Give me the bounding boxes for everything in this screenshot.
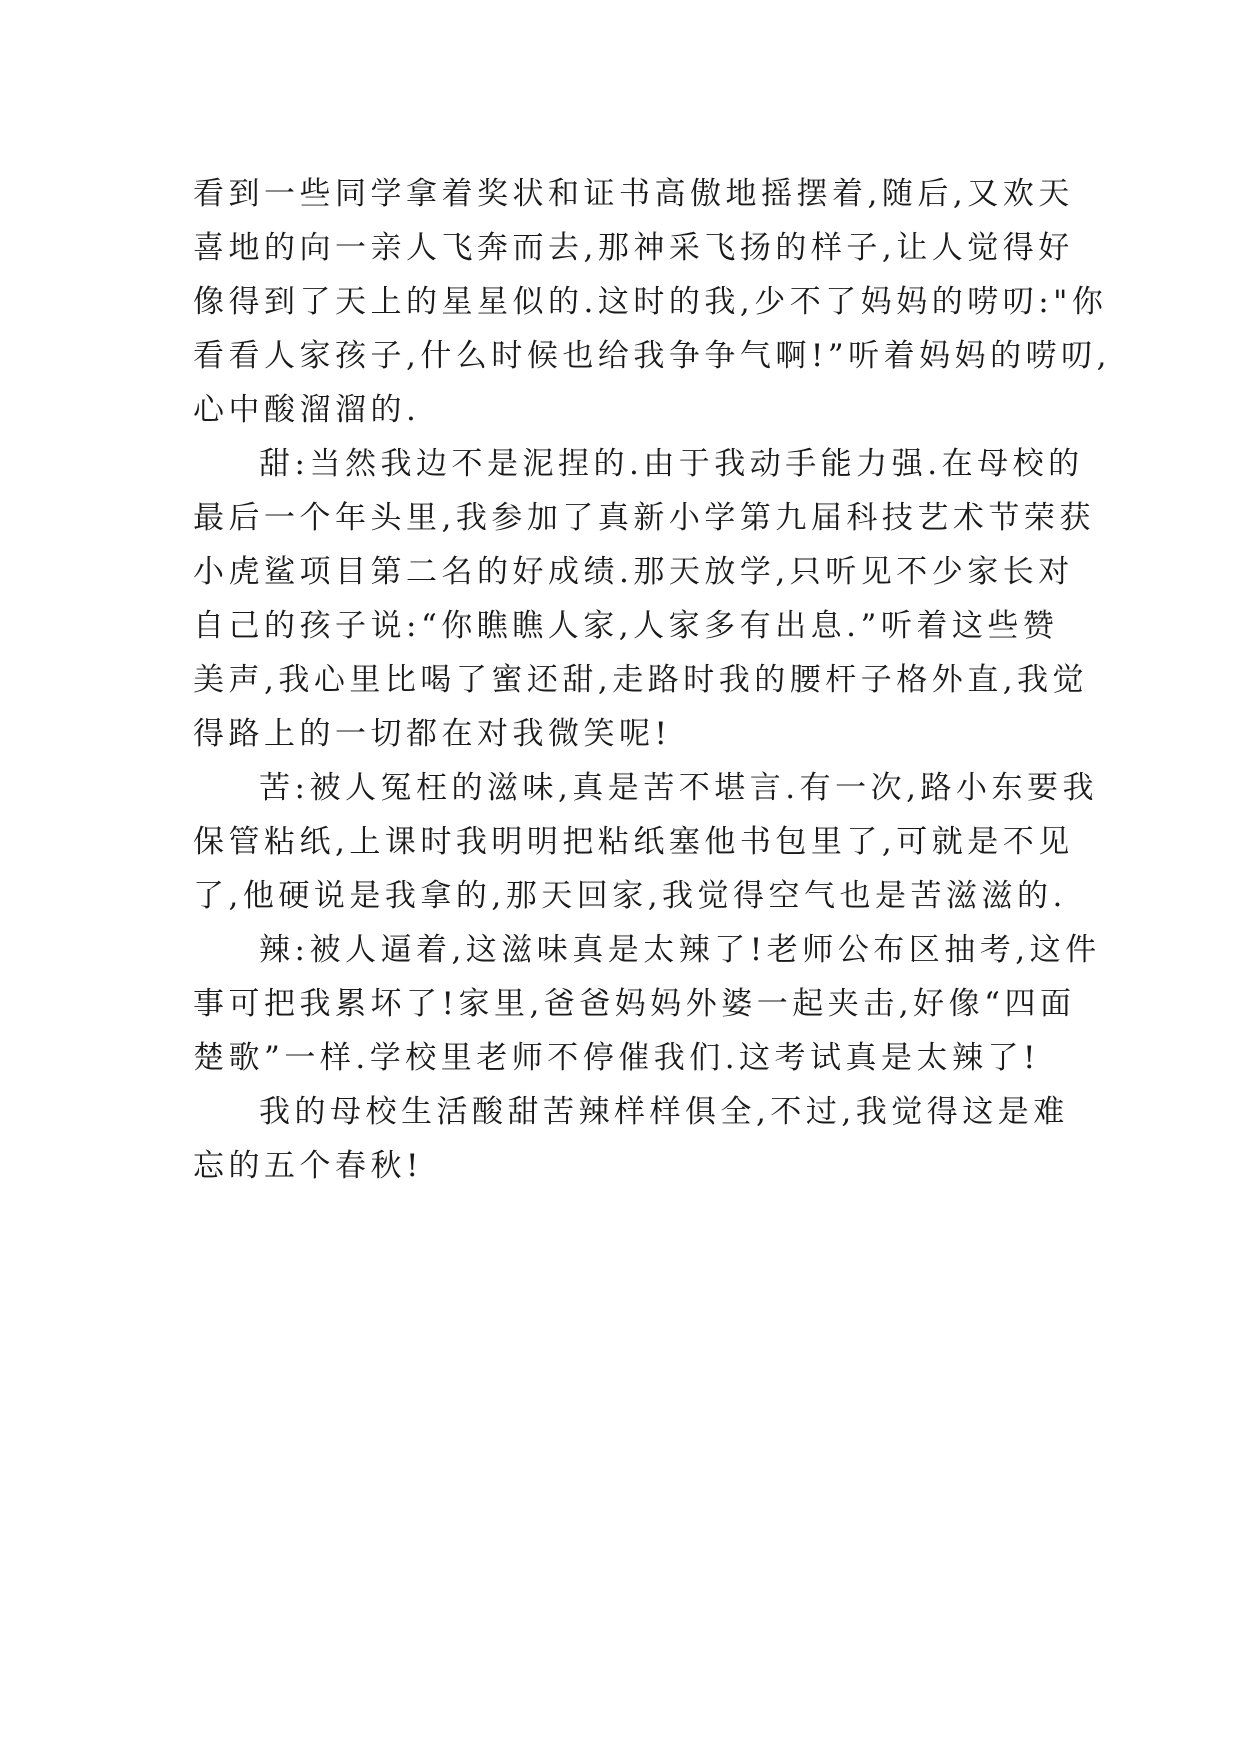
text-line: 最后一个年头里,我参加了真新小学第九届科技艺术节荣获 (193, 500, 1095, 536)
paragraph-spicy-start: 辣:被人逼着,这滋味真是太辣了!老师公布区抽考,这件 (259, 932, 1101, 968)
text-line: 看到一些同学拿着奖状和证书高傲地摇摆着,随后,又欢天 (193, 176, 1074, 212)
text-line: 喜地的向一亲人飞奔而去,那神采飞扬的样子,让人觉得好 (193, 230, 1074, 266)
text-line: 保管粘纸,上课时我明明把粘纸塞他书包里了,可就是不见 (193, 824, 1074, 860)
paragraph-conclusion-start: 我的母校生活酸甜苦辣样样俱全,不过,我觉得这是难 (259, 1094, 1069, 1130)
text-line: 心中酸溜溜的. (193, 392, 421, 428)
text-line: 得路上的一切都在对我微笑呢! (193, 716, 672, 752)
paragraph-bitter-start: 苦:被人冤枉的滋味,真是苦不堪言.有一次,路小东要我 (259, 770, 1099, 806)
text-line: 事可把我累坏了!家里,爸爸妈妈外婆一起夹击,好像“四面 (193, 986, 1076, 1022)
text-line: 了,他硬说是我拿的,那天回家,我觉得空气也是苦滋滋的. (193, 878, 1067, 914)
paragraph-sweet-start: 甜:当然我边不是泥捏的.由于我动手能力强.在母校的 (259, 446, 1084, 482)
text-line: 看看人家孩子,什么时候也给我争争气啊!”听着妈妈的唠叨, (193, 338, 1112, 374)
text-line: 楚歌”一样.学校里老师不停催我们.这考试真是太辣了! (193, 1040, 1041, 1076)
essay-body (193, 167, 1112, 1193)
text-line: 像得到了天上的星星似的.这时的我,少不了妈妈的唠叨:"你 (193, 284, 1108, 320)
text-line: 小虎鲨项目第二名的好成绩.那天放学,只听见不少家长对 (193, 554, 1074, 590)
text-line: 美声,我心里比喝了蜜还甜,走路时我的腰杆子格外直,我觉 (193, 662, 1089, 698)
text-line: 忘的五个春秋! (193, 1148, 423, 1184)
text-line: 自己的孩子说:“你瞧瞧人家,人家多有出息.”听着这些赞 (193, 608, 1059, 644)
